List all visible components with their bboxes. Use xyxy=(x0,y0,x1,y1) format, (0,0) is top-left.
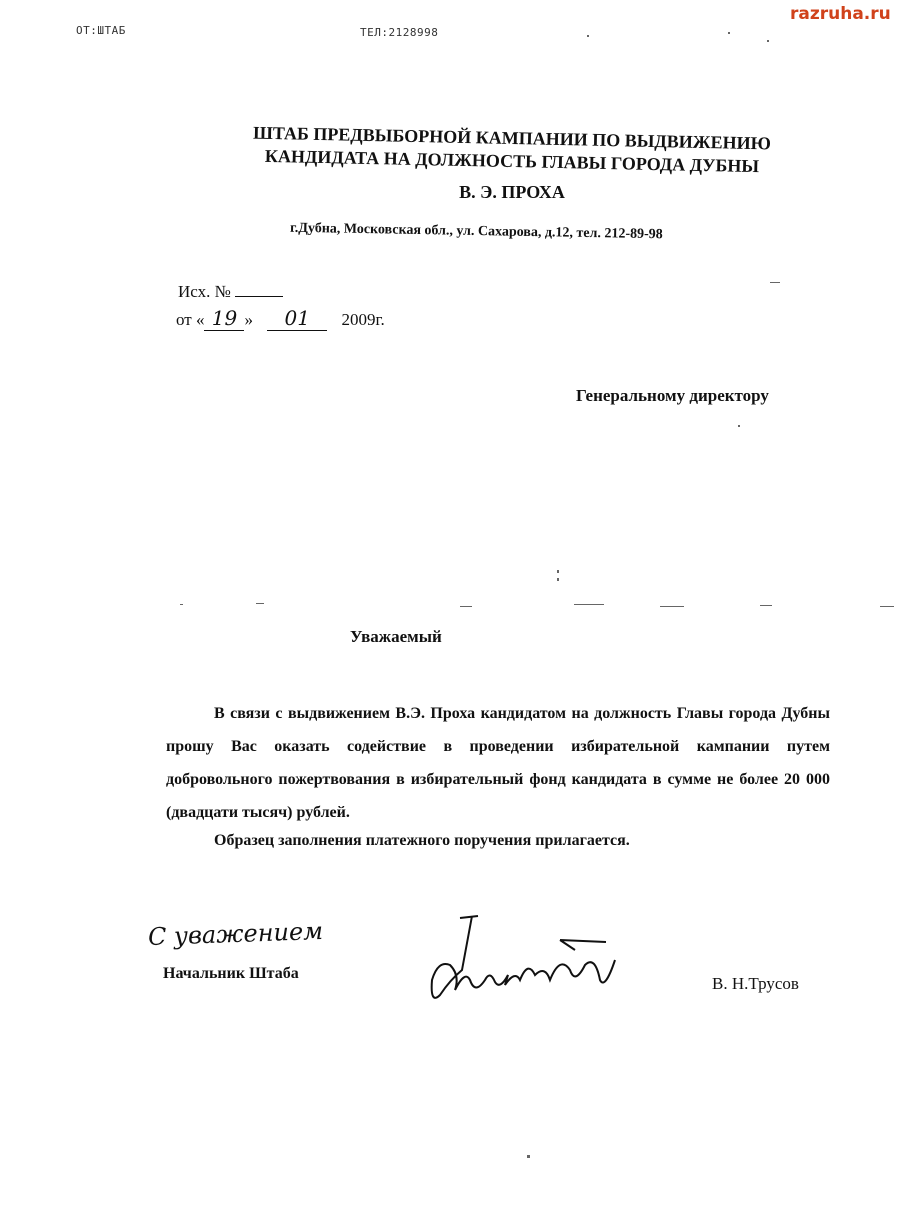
scan-speck xyxy=(587,35,589,37)
scan-speck xyxy=(738,425,740,427)
letterhead-line-2: КАНДИДАТА НА ДОЛЖНОСТЬ ГЛАВЫ ГОРОДА ДУБНЫ xyxy=(264,145,760,177)
addressee: Генеральному директору xyxy=(576,386,769,405)
handwritten-closing: С уважением xyxy=(147,916,324,952)
signatory-name: В. Н.Трусов xyxy=(712,974,799,993)
scan-speck xyxy=(557,578,559,581)
letterhead-line-1: ШТАБ ПРЕДВЫБОРНОЙ КАМПАНИИ ПО ВЫДВИЖЕНИЮ xyxy=(252,122,772,154)
signatory-position: Начальник Штаба xyxy=(163,965,299,982)
date-day: 19 xyxy=(204,306,244,331)
letterhead-address: г.Дубна, Московская обл., ул. Сахарова, д.12, тел. 212-89-98 xyxy=(289,220,663,243)
scan-speck xyxy=(527,1155,530,1158)
scan-speck xyxy=(728,32,730,34)
body-paragraph-2: Образец заполнения платежного поручения прилагается. xyxy=(214,832,630,849)
signature-scribble-icon xyxy=(410,910,630,1010)
watermark-logo[interactable]: razruha.ru xyxy=(790,4,891,24)
scan-speck xyxy=(460,606,472,607)
scan-speck xyxy=(770,282,780,283)
date-month: 01 xyxy=(267,306,327,331)
fax-from: ОТ:ШТАБ xyxy=(76,24,126,37)
outgoing-number-field xyxy=(235,296,283,297)
scan-speck xyxy=(767,40,769,42)
body-paragraph-1: В связи с выдвижением В.Э. Проха кандидатом на должность Главы города Дубны прошу Вас оказать содействие в проведении избирательной кампании путем добровольного пожертвования в избирательный фонд кандидата в сумме не более 20 000 (двадцати тысяч) рублей. xyxy=(166,705,830,821)
date-year: 2009г. xyxy=(341,310,385,329)
scan-speck xyxy=(760,605,772,606)
salutation: Уважаемый xyxy=(350,627,442,646)
scan-speck xyxy=(880,606,894,607)
letterhead-line-3: В. Э. ПРОХА xyxy=(459,182,565,202)
fax-phone: ТЕЛ:2128998 xyxy=(360,26,439,39)
scan-speck xyxy=(557,570,559,573)
date-prefix: от « xyxy=(176,310,205,329)
signature xyxy=(410,910,630,1010)
letter-date xyxy=(176,306,385,331)
scan-speck xyxy=(256,603,264,604)
scan-speck xyxy=(574,604,604,605)
scan-speck xyxy=(180,604,183,605)
scan-speck xyxy=(660,606,684,607)
outgoing-number xyxy=(178,282,283,302)
outgoing-label: Исх. № xyxy=(178,282,231,301)
date-mid: » xyxy=(244,310,253,329)
